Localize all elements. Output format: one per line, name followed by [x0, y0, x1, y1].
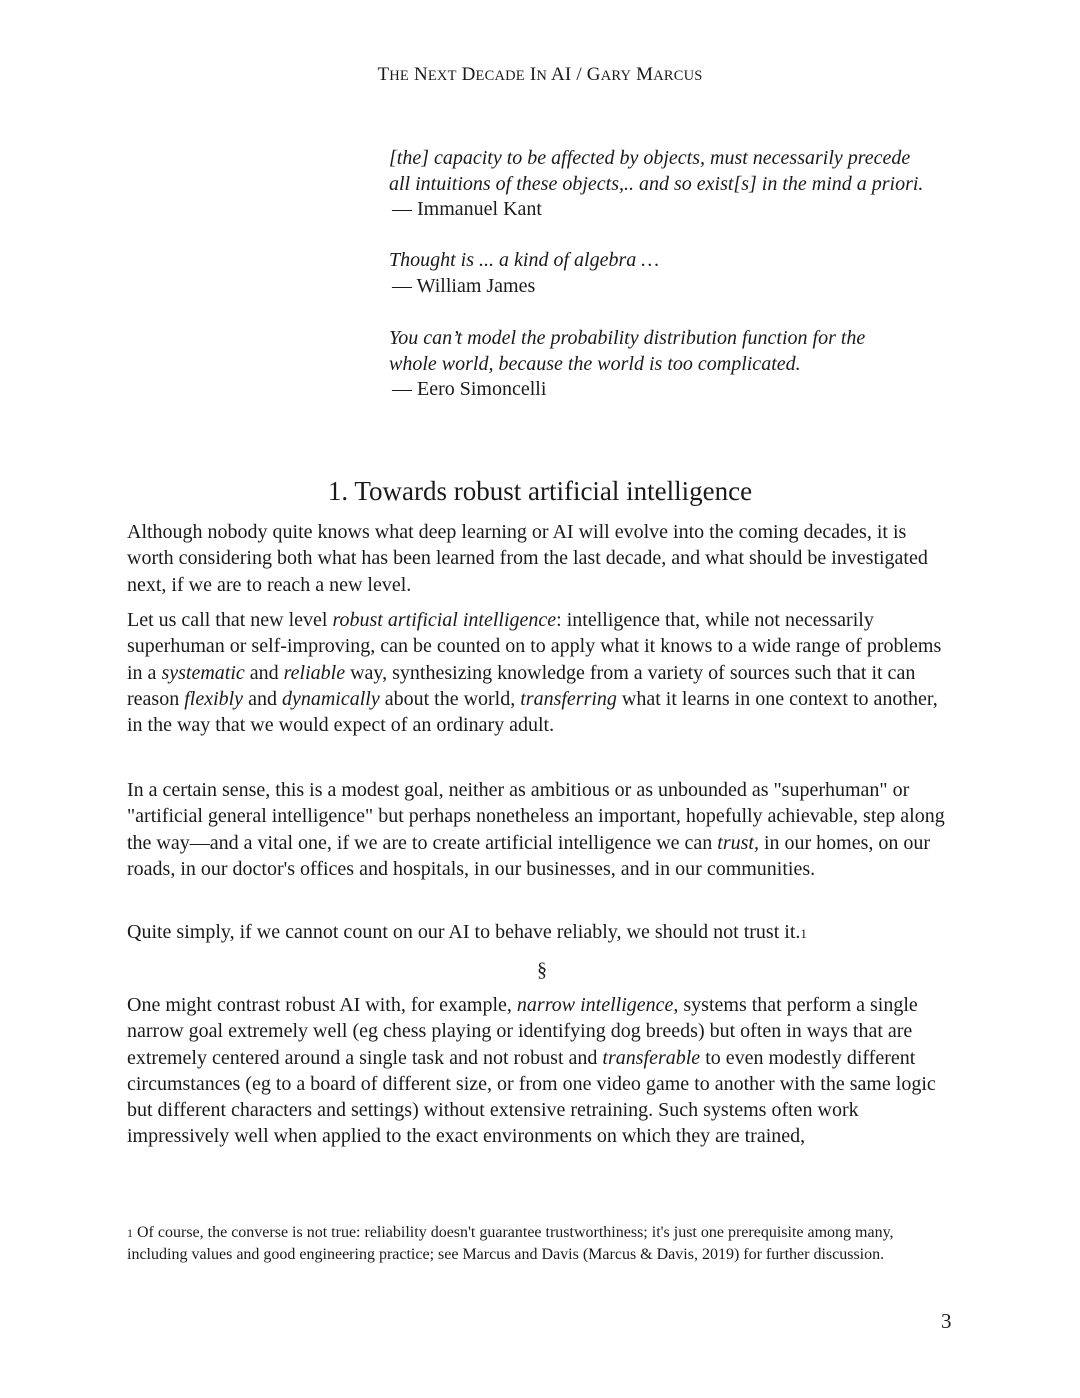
page-number: 3	[941, 1309, 952, 1333]
epigraph-james	[389, 248, 969, 299]
text-run: and	[244, 661, 284, 684]
body-paragraph	[127, 992, 957, 1150]
running-title: THE NEXT DECADE IN AI / GARY MARCUS	[377, 64, 703, 85]
text-run: to even modestly different circumstances (eg to a board of different size, or from one video game to another with the same logic but different characters and settings) without extensive retraining. Such systems often work impressively well when applied to the exact environments on which they are trained,	[127, 1046, 936, 1148]
footnote-text: Of course, the converse is not true: reliability doesn't guarantee trustworthiness; it's just one prerequisite among many, including values and good engineering practice; see Marcus and Davis (Marcus & Davis, 2019) for further discussion.	[127, 1224, 894, 1263]
text-run: Quite simply, if we cannot count on our AI to behave reliably, we should not trust it.	[127, 921, 801, 943]
text-run: Let us call that new level	[127, 609, 333, 631]
text-run: what it learns in one context to another, in the way that we would expect of an ordinary adult.	[127, 687, 938, 737]
text-run: in our homes, on our roads, in our doctor's offices and hospitals, in our businesses, and in our communities.	[127, 831, 931, 880]
text-run: One might contrast robust AI with, for example,	[127, 994, 517, 1016]
text-run: about the world,	[379, 687, 521, 710]
epigraph-kant	[389, 146, 969, 223]
epigraph-attribution: — Immanuel Kant	[392, 198, 542, 220]
body-paragraph	[127, 519, 957, 598]
emphasis: flexibly	[184, 687, 244, 710]
epigraph-quote: whole world, because the world is too complicated.	[389, 352, 801, 375]
running-header	[0, 64, 1080, 86]
emphasis: dynamically	[281, 687, 380, 710]
emphasis: robust artificial intelligence	[332, 609, 557, 631]
body-paragraph	[127, 777, 957, 882]
emphasis: reliable	[283, 661, 346, 684]
paragraph-text: Although nobody quite knows what deep learning or AI will evolve into the coming decades, it is worth considering both what has been learned from the last decade, and what should be investigated next, if we are to reach a new level.	[127, 521, 928, 596]
text-run: , systems that perform a single narrow goal extremely well (eg chess playing or identifying dog breeds) but often in ways that are extremely centered around a single task and not robust and	[127, 994, 918, 1069]
section-break-mark: §	[537, 959, 547, 981]
epigraph-quote: You can’t model the probability distribution function for the	[389, 327, 866, 349]
footnote-reference[interactable]: 1	[800, 926, 807, 941]
footnote	[127, 1222, 957, 1266]
body-paragraph	[127, 607, 957, 738]
emphasis: systematic	[161, 661, 245, 684]
emphasis: transferring	[520, 687, 617, 710]
epigraph-attribution: — William James	[392, 274, 536, 297]
emphasis: trust,	[717, 831, 759, 854]
epigraph-quote: Thought is ... a kind of algebra …	[389, 249, 660, 271]
epigraph-quote: [the] capacity to be affected by objects, must necessarily precede	[389, 147, 911, 169]
section-heading: 1. Towards robust artificial intelligence	[327, 476, 753, 506]
emphasis: transferable	[602, 1046, 701, 1069]
text-run: and	[243, 687, 282, 710]
epigraph-attribution: — Eero Simoncelli	[392, 378, 547, 400]
text-run: way, synthesizing knowledge from a variety of sources such that it can reason	[127, 661, 916, 710]
text-run: In a certain sense, this is a modest goal, neither as ambitious or as unbounded as "superhuman" or "artificial general intelligence" but perhaps nonetheless an important, hopefully achievable, step along the way—and a vital one, if we are to create artificial intelligence we can	[127, 779, 945, 854]
epigraph-quote: all intuitions of these objects,.. and so exist[s] in the mind a priori.	[389, 172, 924, 195]
epigraph-simoncelli	[389, 326, 969, 403]
body-paragraph	[127, 919, 957, 947]
emphasis: narrow intelligence	[516, 994, 674, 1016]
footnote-number: 1	[127, 1226, 133, 1240]
text-run: : intelligence that, while not necessarily superhuman or self-improving, can be counted on to apply what it knows to a wide range of problems in a	[127, 609, 942, 684]
